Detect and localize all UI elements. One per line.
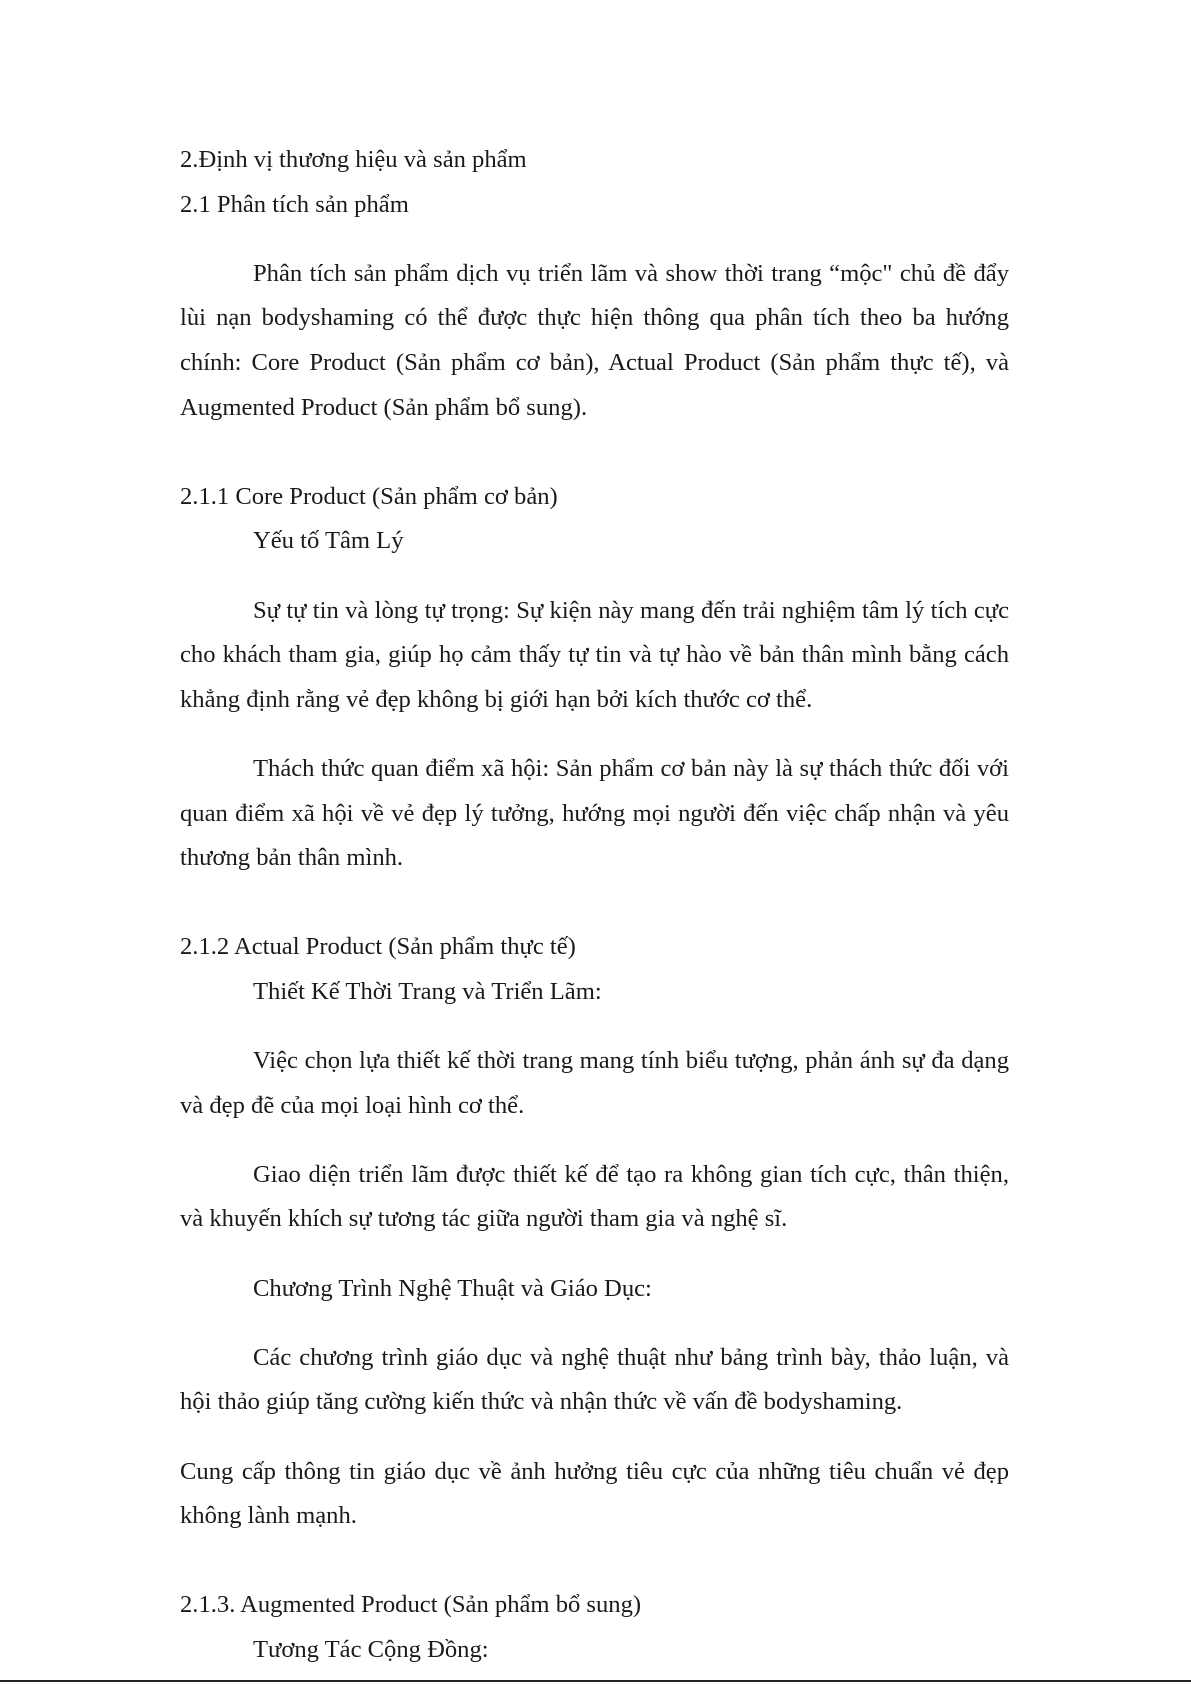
document-body bbox=[180, 138, 1009, 1673]
section-heading-2-1-3: 2.1.3. Augmented Product (Sản phẩm bổ sung) bbox=[180, 1591, 642, 1619]
paragraph-education-info: Cung cấp thông tin giáo dục về ảnh hưởng tiêu cực của những tiêu chuẩn vẻ đẹp không lành mạnh. bbox=[180, 1457, 1009, 1530]
section-heading-2-1-2: 2.1.2 Actual Product (Sản phẩm thực tế) bbox=[180, 933, 576, 961]
section-heading-2-1-1: 2.1.1 Core Product (Sản phẩm cơ bản) bbox=[180, 482, 558, 510]
paragraph-confidence: Sự tự tin và lòng tự trọng: Sự kiện này mang đến trải nghiệm tâm lý tích cực cho khách tham gia, giúp họ cảm thấy tự tin và tự hào về bản thân mình bằng cách khẳng định rằng vẻ đẹp không bị giới hạn bởi kích thước cơ thể. bbox=[180, 596, 1009, 713]
paragraph-education-programs: Các chương trình giáo dục và nghệ thuật như bảng trình bày, thảo luận, và hội thảo giúp tăng cường kiến thức và nhận thức về vấn đề bodyshaming. bbox=[180, 1343, 1009, 1416]
main-heading: 2.Định vị thương hiệu và sản phẩm bbox=[180, 146, 527, 173]
subheading-fashion-design: Thiết Kế Thời Trang và Triển Lãm: bbox=[253, 977, 602, 1005]
intro-paragraph: Phân tích sản phẩm dịch vụ triển lãm và show thời trang “mộc" chủ đề đẩy lùi nạn bodyshaming có thể được thực hiện thông qua phân tích theo ba hướng chính: Core Product (Sản phẩm cơ bản), Actual Product (Sản phẩm thực tế), và Augmented Product (Sản phẩm bổ sung). bbox=[180, 259, 1009, 421]
section-heading-2-1: 2.1 Phân tích sản phẩm bbox=[180, 190, 409, 218]
subheading-art-education: Chương Trình Nghệ Thuật và Giáo Dục: bbox=[253, 1274, 652, 1302]
paragraph-design-selection: Việc chọn lựa thiết kế thời trang mang tính biểu tượng, phản ánh sự đa dạng và đẹp đẽ của mọi loại hình cơ thể. bbox=[180, 1047, 1009, 1119]
paragraph-exhibition-interface: Giao diện triển lãm được thiết kế để tạo ra không gian tích cực, thân thiện, và khuyến khích sự tương tác giữa người tham gia và nghệ sĩ. bbox=[180, 1160, 1009, 1233]
subheading-community: Tương Tác Cộng Đồng: bbox=[253, 1635, 489, 1663]
page-bottom-divider bbox=[0, 1680, 1191, 1682]
paragraph-social-challenge: Thách thức quan điểm xã hội: Sản phẩm cơ bản này là sự thách thức đối với quan điểm xã hội về vẻ đẹp lý tưởng, hướng mọi người đến việc chấp nhận và yêu thương bản thân mình. bbox=[180, 754, 1009, 872]
subheading-psychology: Yếu tố Tâm Lý bbox=[253, 527, 404, 555]
